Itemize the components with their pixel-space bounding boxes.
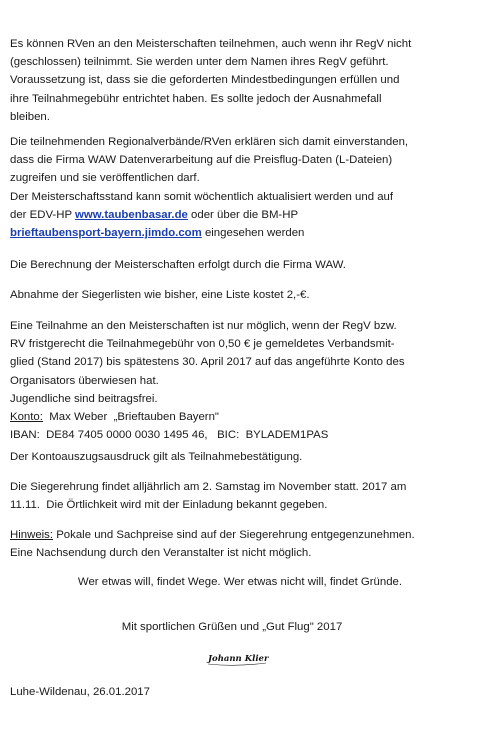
text-line: (geschlossen) teilnimmt. Sie werden unter dem Namen ihres RegV geführt. (10, 56, 389, 69)
text-line: Abnahme der Siegerlisten wie bisher, eine Liste kostet 2,-€. (10, 289, 310, 301)
text-segment: oder über die BM-HP (187, 208, 299, 221)
paragraph-calculation (10, 256, 468, 274)
text-line: Die Siegerehrung findet alljährlich am 2. Samstag im November statt. 2017 am (10, 481, 407, 493)
text-line-with-link (10, 206, 468, 224)
notice-label: Hinweis: (10, 529, 54, 541)
paragraph-fee (10, 317, 468, 444)
taubenbasar-link[interactable]: www.taubenbasar.de (75, 208, 188, 221)
text-line: Voraussetzung ist, dass sie die geforderten Mindestbedingungen erfüllen und (10, 74, 400, 87)
text-line: Luhe-Wildenau, 26.01.2017 (10, 686, 150, 698)
brieftaubensport-bayern-link[interactable]: brieftaubensport-bayern.jimdo.com (10, 227, 202, 240)
text-line: Der Meisterschaftsstand kann somit wöchentlich aktualisiert werden und auf (10, 190, 394, 203)
paragraph-participation (10, 35, 468, 126)
text-line: Es können RVen an den Meisterschaften teilnehmen, auch wenn ihr RegV nicht (10, 38, 412, 50)
text-line: Organisators überwiesen hat. (10, 374, 159, 387)
paragraph-confirmation (10, 448, 468, 466)
iban-line: IBAN: DE84 7405 0000 0030 1495 46, BIC: BYLADEM1PAS (10, 429, 329, 442)
signature (206, 648, 296, 668)
place-date (10, 683, 468, 701)
text-line: Eine Teilnahme an den Meisterschaften ist nur möglich, wenn der RegV bzw. (10, 320, 397, 332)
text-segment: eingesehen werden (201, 227, 305, 240)
text-segment: der EDV-HP (10, 208, 75, 221)
signature-graphic (206, 648, 296, 668)
text-line: Eine Nachsendung durch den Veranstalter ist nicht möglich. (10, 547, 312, 560)
text-line: RV fristgerecht die Teilnahmegebühr von 0,50 € je gemeldetes Verbandsmit- (10, 338, 395, 351)
text-line: ihre Teilnahmegebühr entrichtet haben. Es sollte jedoch der Ausnahmefall (10, 92, 382, 105)
text-line: Der Kontoauszugsausdruck gilt als Teilnahmebestätigung. (10, 451, 303, 463)
account-label: Konto: (10, 411, 43, 424)
text-line: glied (Stand 2017) bis spätestens 30. April 2017 auf das angeführte Konto des (10, 356, 405, 369)
text-line: zugreifen und sie veröffentlichen darf. (10, 172, 200, 185)
account-holder: Max Weber „Brieftauben Bayern" (42, 411, 219, 424)
text-line (10, 526, 468, 544)
text-line: dass die Firma WAW Datenverarbeitung auf die Preisflug-Daten (L-Dateien) (10, 154, 393, 167)
text-line: 11.11. Die Örtlichkeit wird mit der Einladung bekannt gegeben. (10, 499, 328, 512)
text-line: Die Berechnung der Meisterschaften erfolgt durch die Firma WAW. (10, 259, 346, 271)
paragraph-ceremony (10, 478, 468, 514)
signature-text: Johann Klier (208, 654, 269, 664)
text-line-with-link (10, 224, 468, 242)
paragraph-notice (10, 526, 468, 562)
text-line: Jugendliche sind beitragsfrei. (10, 392, 158, 405)
text-segment: Pokale und Sachpreise sind auf der Siegerehrung entgegenzunehmen. (53, 529, 415, 541)
greeting: Mit sportlichen Grüßen und „Gut Flug" 2017 (121, 621, 343, 633)
text-line: Die teilnehmenden Regionalverbände/RVen erklären sich damit einverstanden, (10, 136, 409, 148)
paragraph-lists (10, 286, 468, 304)
paragraph-data-consent (10, 133, 468, 242)
motto: Wer etwas will, findet Wege. Wer etwas nicht will, findet Gründe. (77, 576, 403, 588)
text-line: bleiben. (10, 110, 50, 123)
account-line (10, 408, 468, 426)
